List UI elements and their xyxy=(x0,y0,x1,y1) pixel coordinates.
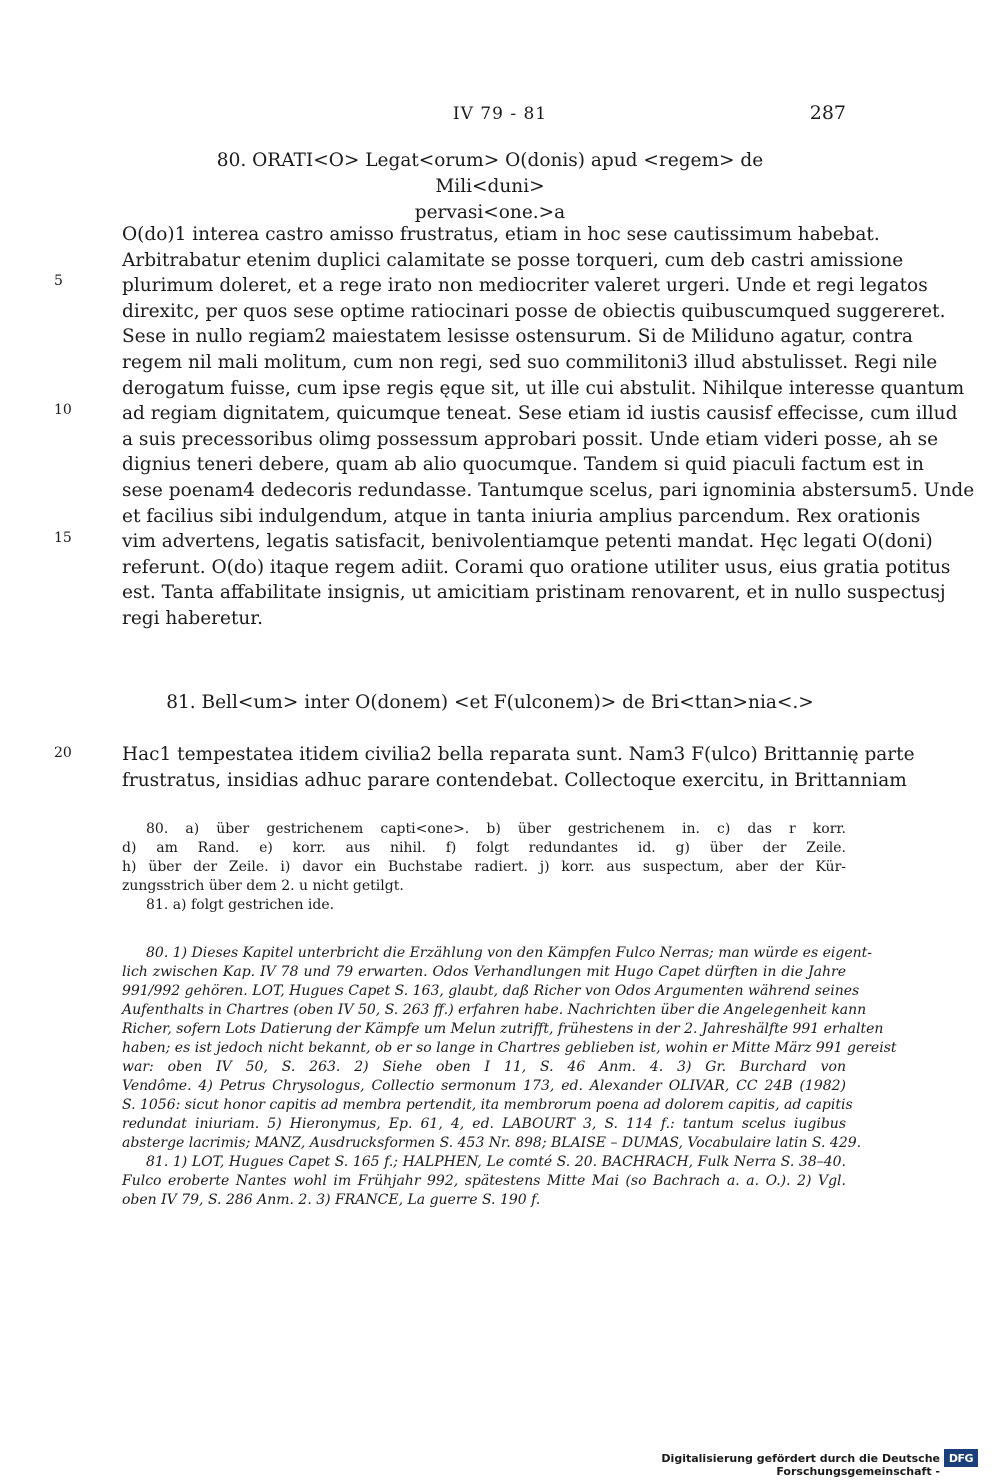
dfg-logo: DFG xyxy=(944,1449,978,1467)
commentary-line: Vendôme. 4) Petrus Chrysologus, Collectio sermonum 173, ed. Alexander OLIVAR, CC 24B (1982) xyxy=(122,1078,846,1094)
digitization-credit: Digitalisierung gefördert durch die Deutsche Forschungsgemeinschaft - xyxy=(661,1452,940,1478)
apparatus-line: d) am Rand. e) korr. aus nihil. f) folgt redundantes id. g) über der Zeile. xyxy=(122,840,846,856)
chapter-80-text xyxy=(122,222,975,632)
commentary-line: 991/992 gehören. LOT, Hugues Capet S. 163, glaubt, daß Richer von Odos Argumenten während seines xyxy=(122,983,860,999)
line-number: 15 xyxy=(54,530,72,546)
text-line: a suis precessoribus olimg possessum approbari possit. Unde etiam videri posse, ah se xyxy=(122,428,939,450)
text-line: regi haberetur. xyxy=(122,607,263,629)
critical-apparatus xyxy=(122,820,846,915)
text-line: dignius teneri debere, quam ab alio quocumque. Tandem si quid piaculi factum est in xyxy=(122,454,924,476)
line-number: 20 xyxy=(54,745,72,761)
line-number: 10 xyxy=(54,402,72,418)
apparatus-line: 81. a) folgt gestrichen ide. xyxy=(146,897,335,913)
line-number: 5 xyxy=(54,273,63,289)
chapter-81-title: 81. Bell<um> inter O(donem) <et F(ulconem)> de Bri<ttan>nia<.> xyxy=(166,692,814,713)
text-line: ad regiam dignitatem, quicumque teneat. Sese etiam id iustis causisf effecisse, cum illud xyxy=(122,403,958,425)
chapter-80-title-line: 80. ORATI<O> Legat<orum> O(donis) apud <regem> de Mili<duni> xyxy=(216,150,764,197)
commentary-line: Aufenthalts in Chartres (oben IV 50, S. 263 ff.) erfahren habe. Nachrichten über die Angelegenheit kann xyxy=(122,1002,867,1018)
text-line: derogatum fuisse, cum ipse regis ęque sit, ut ille cui abstulit. Nihilque interesse quantum xyxy=(122,377,965,399)
page-number: 287 xyxy=(809,102,846,124)
commentary-line: Fulco eroberte Nantes wohl im Frühjahr 992, spätestens Mitte Mai (so Bachrach a. a. O.). 2) Vgl. xyxy=(122,1173,846,1189)
text-line: Hac1 tempestatea itidem civilia2 bella reparata sunt. Nam3 F(ulco) Brittannię parte xyxy=(122,744,915,765)
commentary-notes xyxy=(122,944,897,1210)
commentary-line: Richer, sofern Lots Datierung der Kämpfe um Melun zutrifft, frühestens in der 2. Jahreshälfte 991 erhalten xyxy=(122,1021,884,1037)
commentary-line: S. 1056: sicut honor capitis ad membra pertendit, ita membrorum poena ad dolorem capitis, ad capitis xyxy=(122,1097,853,1113)
commentary-line: absterge lacrimis; MANZ, Ausdrucksformen S. 453 Nr. 898; BLAISE – DUMAS, Vocabulaire latin S. 429. xyxy=(122,1135,862,1151)
text-line: Sese in nullo regiam2 maiestatem lesisse ostensurum. Si de Miliduno agatur, contra xyxy=(122,326,913,348)
chapter-80-title-line: pervasi<one.>a xyxy=(414,202,566,223)
chapter-81-text xyxy=(122,742,915,793)
chapter-80-title xyxy=(160,148,820,226)
commentary-line: war: oben IV 50, S. 263. 2) Siehe oben I 11, S. 46 Anm. 4. 3) Gr. Burchard von xyxy=(122,1059,846,1075)
text-line: regem nil mali molitum, cum non regi, sed suo commilitoni3 illud abstulisset. Regi nile xyxy=(122,351,938,373)
running-head: IV 79 - 81 xyxy=(452,104,548,124)
apparatus-line: 80. a) über gestrichenem capti<one>. b) über gestrichenem in. c) das r korr. xyxy=(146,821,846,837)
text-line: et facilius sibi indulgendum, atque in tanta iniuria amplius parcendum. Rex orationis xyxy=(122,505,921,527)
text-line: sese poenam4 dedecoris redundasse. Tantumque scelus, pari ignominia abstersum5. Unde xyxy=(122,479,975,501)
commentary-line: haben; es ist jedoch nicht bekannt, ob er so lange in Chartres geblieben ist, wohin er Mitte März 991 gereist xyxy=(122,1040,897,1056)
commentary-line: lich zwischen Kap. IV 78 und 79 erwarten. Odos Verhandlungen mit Hugo Capet dürften in die Jahre xyxy=(122,964,846,980)
apparatus-line: zungsstrich über dem 2. u nicht getilgt. xyxy=(122,878,404,894)
text-line: frustratus, insidias adhuc parare contendebat. Collectoque exercitu, in Brittanniam xyxy=(122,769,907,791)
text-line: plurimum doleret, et a rege irato non mediocriter valeret urgeri. Unde et regi legatos xyxy=(122,275,928,297)
text-line: O(do)1 interea castro amisso frustratus, etiam in hoc sese cautissimum habebat. xyxy=(122,224,880,245)
text-line: direxitc, per quos sese optime ratiocinari posse de obiectis quibuscumqued suggereret. xyxy=(122,300,946,322)
apparatus-line: h) über der Zeile. i) davor ein Buchstabe radiert. j) korr. aus suspectum, aber der Kür- xyxy=(122,859,846,875)
text-line: referunt. O(do) itaque regem adiit. Corami quo oratione utiliter usus, eius gratia potitus xyxy=(122,556,951,578)
text-line: Arbitrabatur etenim duplici calamitate se posse torqueri, cum deb castri amissione xyxy=(122,249,904,271)
commentary-line: 80. 1) Dieses Kapitel unterbricht die Erzählung von den Kämpfen Fulco Nerras; man würde es eigent- xyxy=(146,945,872,961)
commentary-line: redundat iniuriam. 5) Hieronymus, Ep. 61, 4, ed. LABOURT 3, S. 114 f.: tantum scelus iugibus xyxy=(122,1116,846,1132)
text-line: est. Tanta affabilitate insignis, ut amicitiam pristinam renovarent, et in nullo suspectusj xyxy=(122,582,946,604)
commentary-line: oben IV 79, S. 286 Anm. 2. 3) FRANCE, La guerre S. 190 f. xyxy=(122,1192,541,1208)
text-line: vim advertens, legatis satisfacit, benivolentiamque petenti mandat. Hęc legati O(doni) xyxy=(122,531,933,553)
commentary-line: 81. 1) LOT, Hugues Capet S. 165 f.; HALPHEN, Le comté S. 20. BACHRACH, Fulk Nerra S. 38–40. xyxy=(146,1154,846,1170)
